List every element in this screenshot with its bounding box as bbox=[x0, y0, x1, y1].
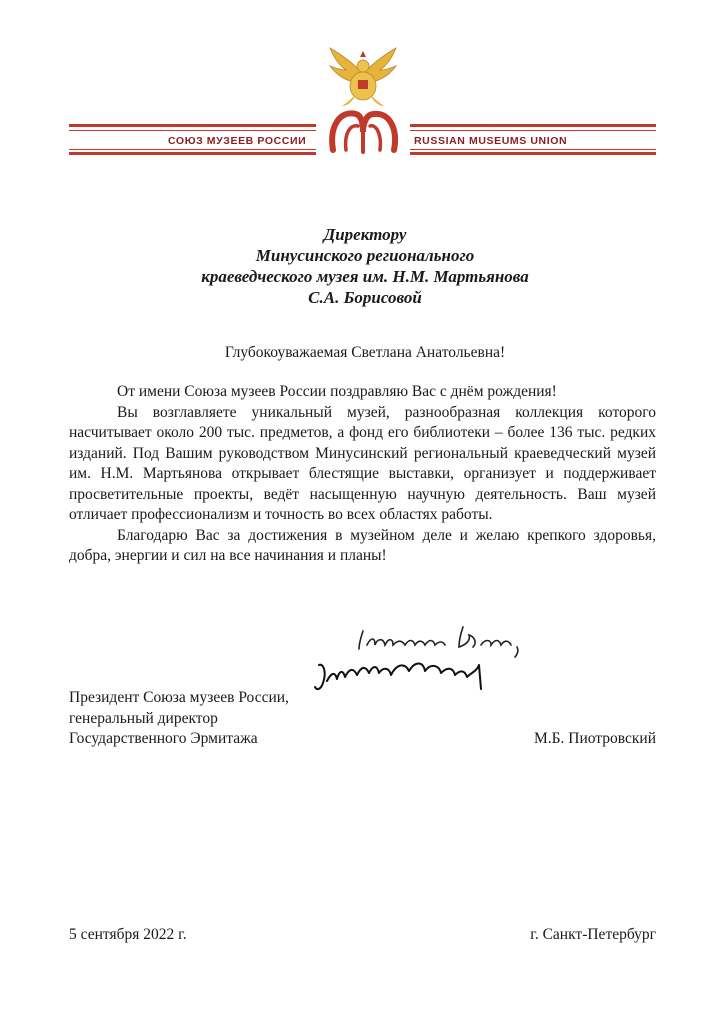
addressee-name: С.А. Борисовой bbox=[308, 288, 422, 307]
addressee-block bbox=[100, 224, 630, 308]
signer-title: Президент Союза музеев России, bbox=[69, 689, 289, 706]
letterhead bbox=[0, 0, 724, 170]
signer-block bbox=[69, 688, 369, 750]
addressee-position: Директору bbox=[323, 225, 407, 244]
addressee-organization: Минусинского регионального bbox=[255, 246, 475, 265]
letter-body bbox=[69, 382, 656, 567]
museums-union-emblem-icon bbox=[316, 40, 410, 160]
addressee-organization-cont: краеведческого музея им. Н.М. Мартьянова bbox=[201, 267, 529, 286]
letter-place: г. Санкт-Петербург bbox=[530, 926, 656, 943]
body-paragraph-main: Вы возглавляете уникальный музей, разнообразная коллекция которого насчитывает около 200 тыс. предметов, а фонд его библиотеки – более 136 тыс. редких изданий. Под Вашим руководством Минусинский региональный краеведческий музей им. Н.М. Мартьянова открывает блестящие выставки, организует и поддерживает просветительные проекты, ведёт насыщенную научную деятельность. Ваш музей отличает профессионализм и точность во всех областях работы. bbox=[69, 403, 656, 523]
body-paragraph-greeting: От имени Союза музеев России поздравляю Вас с днём рождения! bbox=[117, 383, 557, 400]
salutation: Глубокоуважаемая Светлана Анатольевна! bbox=[224, 344, 506, 361]
letter-date: 5 сентября 2022 г. bbox=[69, 926, 187, 943]
letterhead-title-ru: СОЮЗ МУЗЕЕВ РОССИИ bbox=[168, 133, 310, 149]
signer-title-cont: генеральный директор bbox=[69, 709, 218, 727]
signer-organization: Государственного Эрмитажа bbox=[69, 730, 258, 747]
letterhead-title-en: RUSSIAN MUSEUMS UNION bbox=[410, 133, 571, 149]
body-paragraph-closing: Благодарю Вас за достижения в музейном деле и желаю крепкого здоровья, добра, энергии и сил на все начинания и планы! bbox=[69, 526, 656, 564]
signer-name: М.Б. Пиотровский bbox=[533, 730, 656, 747]
